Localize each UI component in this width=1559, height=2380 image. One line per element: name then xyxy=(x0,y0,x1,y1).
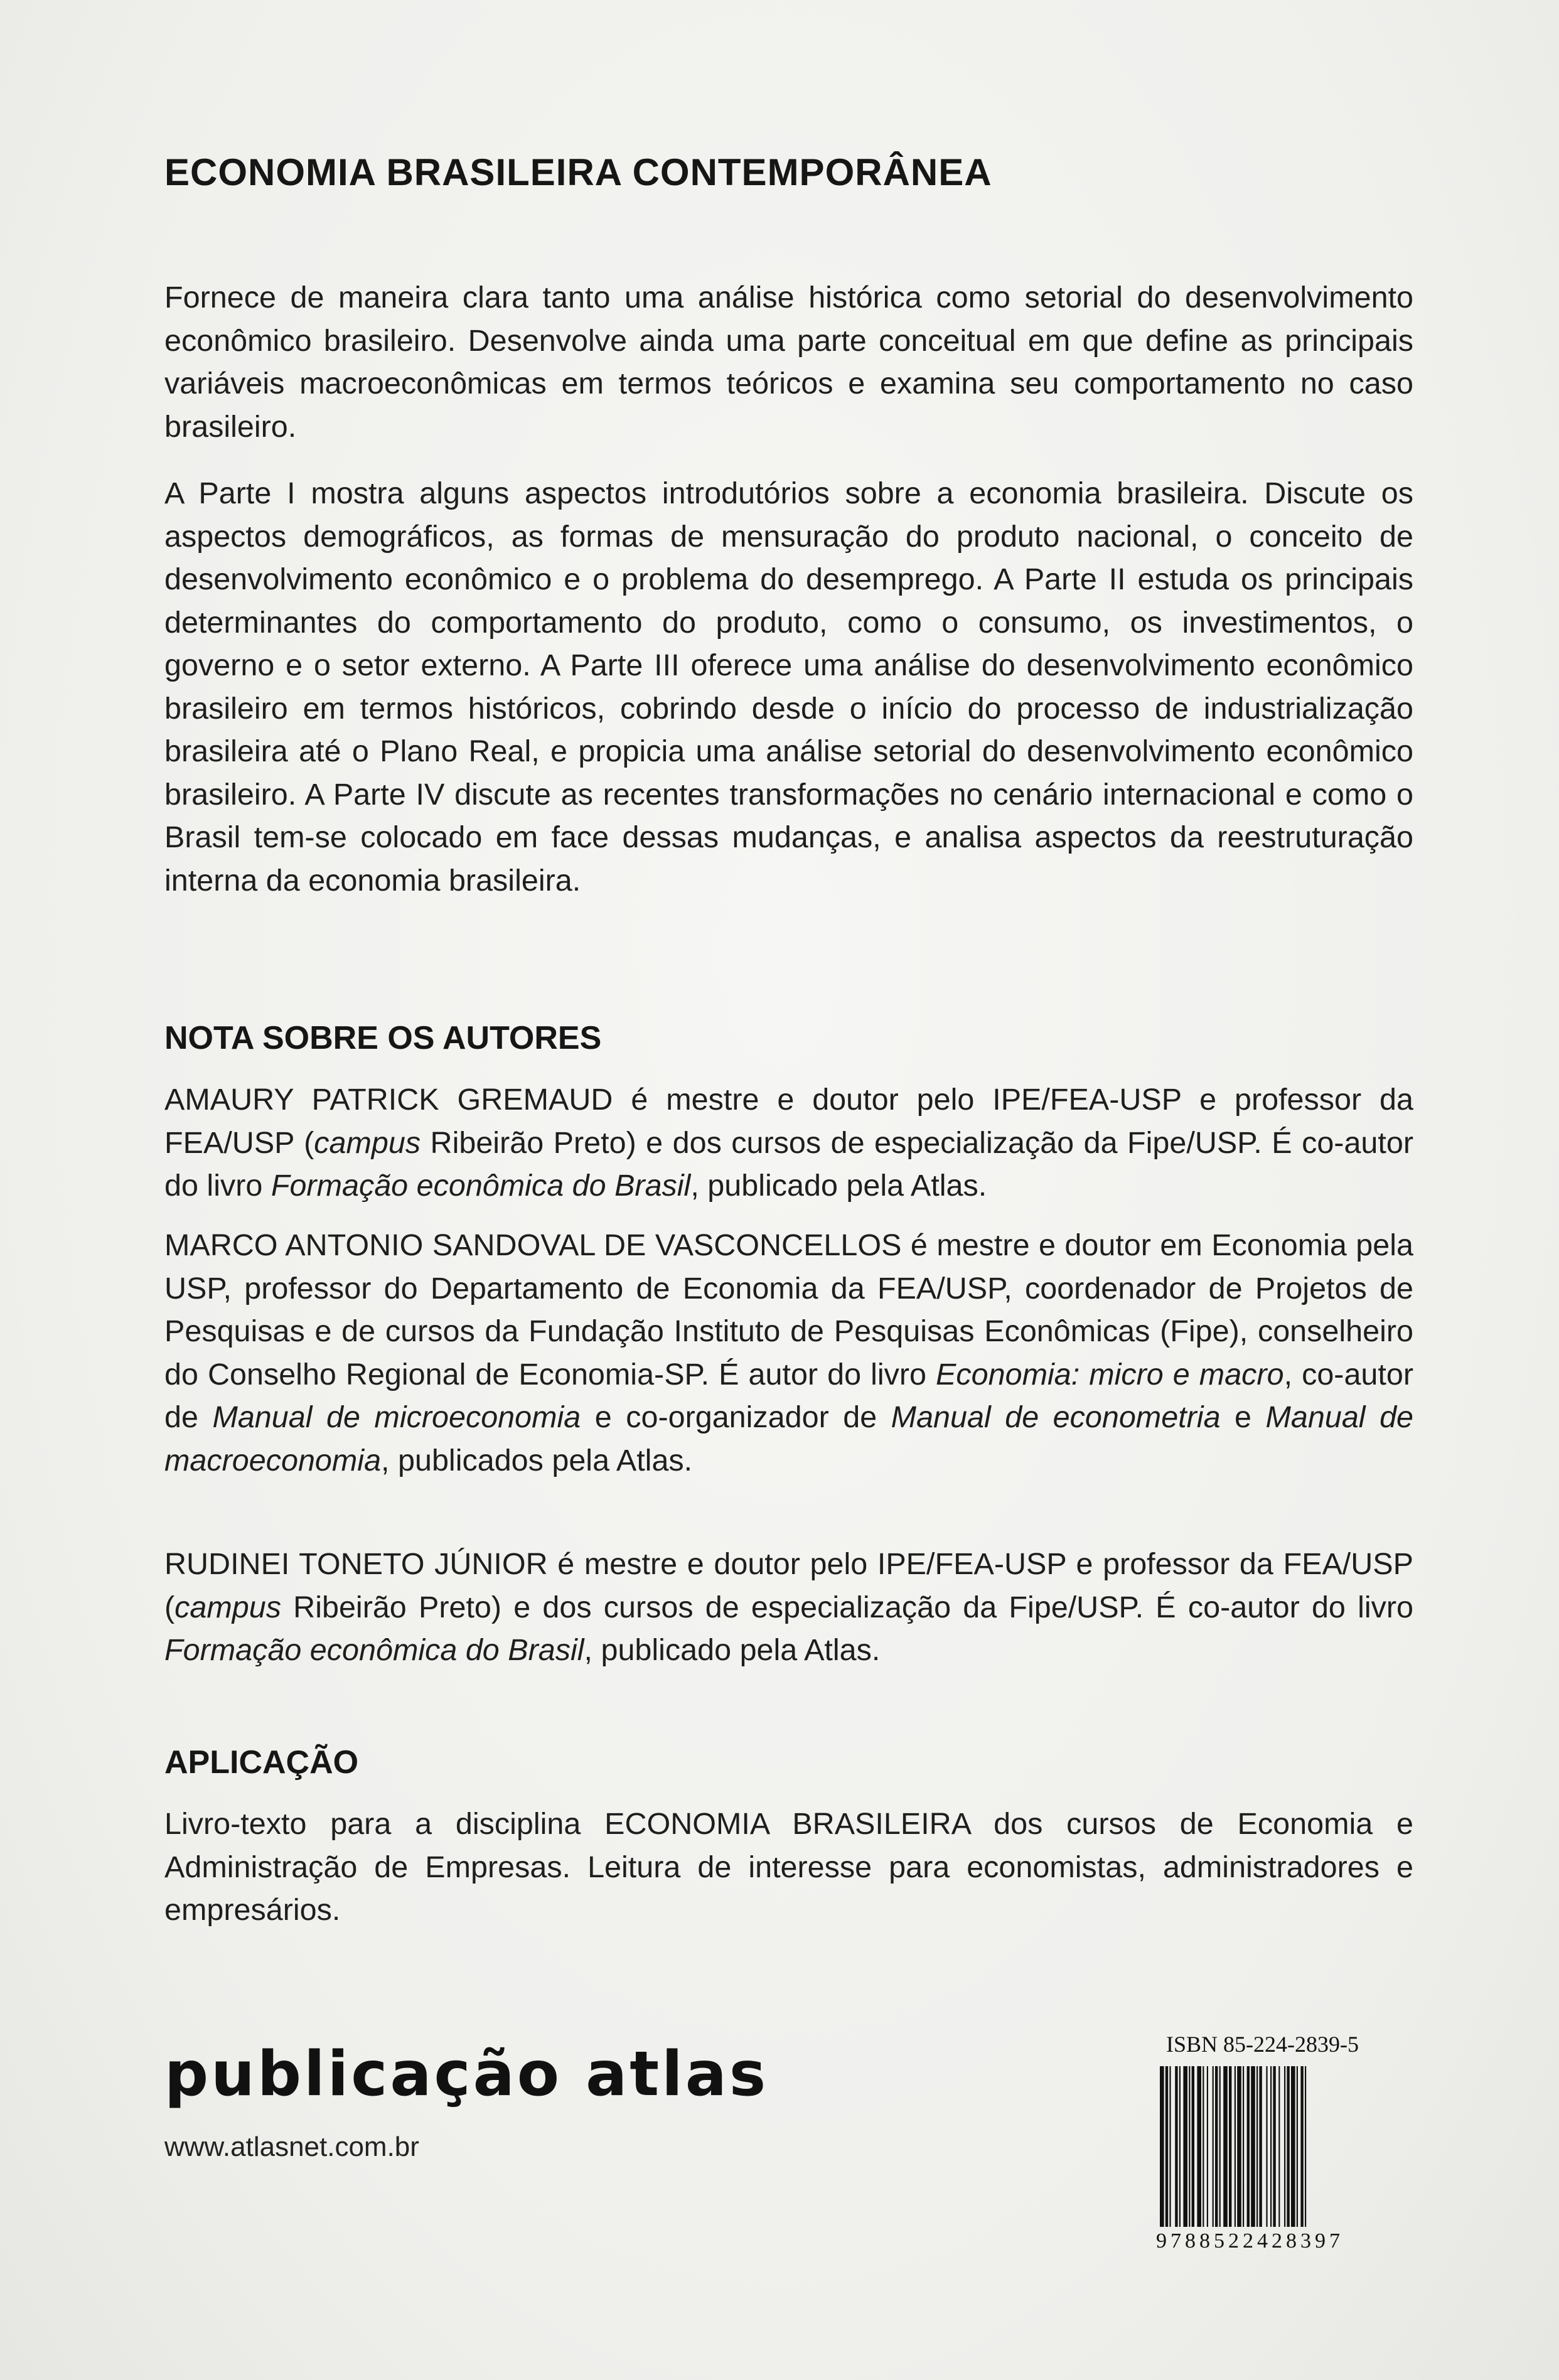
author-bio-vasconcellos xyxy=(164,1224,1413,1482)
bio-text: , publicados pela Atlas. xyxy=(381,1443,693,1477)
book-title-reference: Economia: micro e macro xyxy=(936,1357,1284,1391)
application-heading: APLICAÇÃO xyxy=(164,1744,359,1781)
author-bio-toneto xyxy=(164,1543,1413,1672)
bio-text: RUDINEI TONETO JÚNIOR é mestre e doutor pelo IPE/FEA-USP e professor da FEA/USP ( xyxy=(164,1547,1413,1624)
bio-text: Ribeirão Preto) e dos cursos de especialização da Fipe/USP. É co-autor do livro xyxy=(164,1125,1413,1203)
description-paragraph-1: Fornece de maneira clara tanto uma análise histórica como setorial do desenvolvimento econômico brasileiro. Desenvolve ainda uma parte conceitual em que define as principais variáveis macroeconômicas em termos teóricos e examina seu comportamento no caso brasileiro. xyxy=(164,281,1413,444)
book-title-reference: Formação econômica do Brasil xyxy=(271,1169,691,1203)
isbn-label: ISBN 85-224-2839-5 xyxy=(1166,2032,1359,2057)
publisher-website: www.atlasnet.com.br xyxy=(164,2131,419,2162)
book-title-reference: Manual de econometria xyxy=(891,1400,1221,1434)
publisher-logo: publicação atlas xyxy=(164,2039,769,2110)
barcode-icon xyxy=(1159,2066,1392,2227)
bio-text: e co-organizador de xyxy=(581,1400,891,1434)
book-title-reference: Formação econômica do Brasil xyxy=(164,1633,584,1667)
bio-text: AMAURY PATRICK GREMAUD é mestre e doutor pelo IPE/FEA-USP e professor da FEA/USP ( xyxy=(164,1083,1413,1160)
bio-text: Ribeirão Preto) e dos cursos de especialização da Fipe/USP. É co-autor do livro xyxy=(281,1590,1413,1624)
description-paragraph-2: A Parte I mostra alguns aspectos introdutórios sobre a economia brasileira. Discute os aspectos demográficos, as formas de mensuração do produto nacional, o conceito de desenvolvimento econômico e o problema do desemprego. A Parte II estuda os principais determinantes do comportamento do produto, como o consumo, os investimentos, o governo e o setor externo. A Parte III oferece uma análise do desenvolvimento econômico brasileiro em termos históricos, cobrindo desde o início do processo de industrialização brasileira até o Plano Real, e propicia uma análise setorial do desenvolvimento econômico brasileiro. A Parte IV discute as recentes transformações no cenário internacional e como o Brasil tem-se colocado em face dessas mudanças, e analisa aspectos da reestruturação interna da economia brasileira. xyxy=(164,476,1413,898)
authors-heading: NOTA SOBRE OS AUTORES xyxy=(164,1020,602,1056)
bio-text: , publicado pela Atlas. xyxy=(584,1633,881,1667)
book-title-reference: Manual de macroeconomia xyxy=(164,1400,1414,1477)
bio-text: , co-autor de xyxy=(164,1357,1413,1434)
author-bio-gremaud xyxy=(164,1078,1413,1208)
bio-italic: campus xyxy=(314,1125,421,1160)
bio-text: e xyxy=(1220,1400,1266,1434)
book-title-reference: Manual de microeconomia xyxy=(212,1400,581,1434)
book-title: ECONOMIA BRASILEIRA CONTEMPORÂNEA xyxy=(164,151,992,193)
barcode-digits: 9788522428397 xyxy=(1156,2229,1344,2253)
application-text: Livro-texto para a disciplina ECONOMIA BRASILEIRA dos cursos de Economia e Administração de Empresas. Leitura de interesse para economistas, administradores e empresários. xyxy=(164,1807,1413,1927)
bio-text: MARCO ANTONIO SANDOVAL DE VASCONCELLOS é mestre e doutor em Economia pela USP, professor do Departamento de Economia da FEA/USP, coordenador de Projetos de Pesquisas e de cursos da Fundação Instituto de Pesquisas Econômicas (Fipe), conselheiro do Conselho Regional de Economia-SP. É autor do livro xyxy=(164,1228,1413,1391)
bio-italic: campus xyxy=(174,1590,281,1624)
bio-text: , publicado pela Atlas. xyxy=(690,1169,987,1203)
